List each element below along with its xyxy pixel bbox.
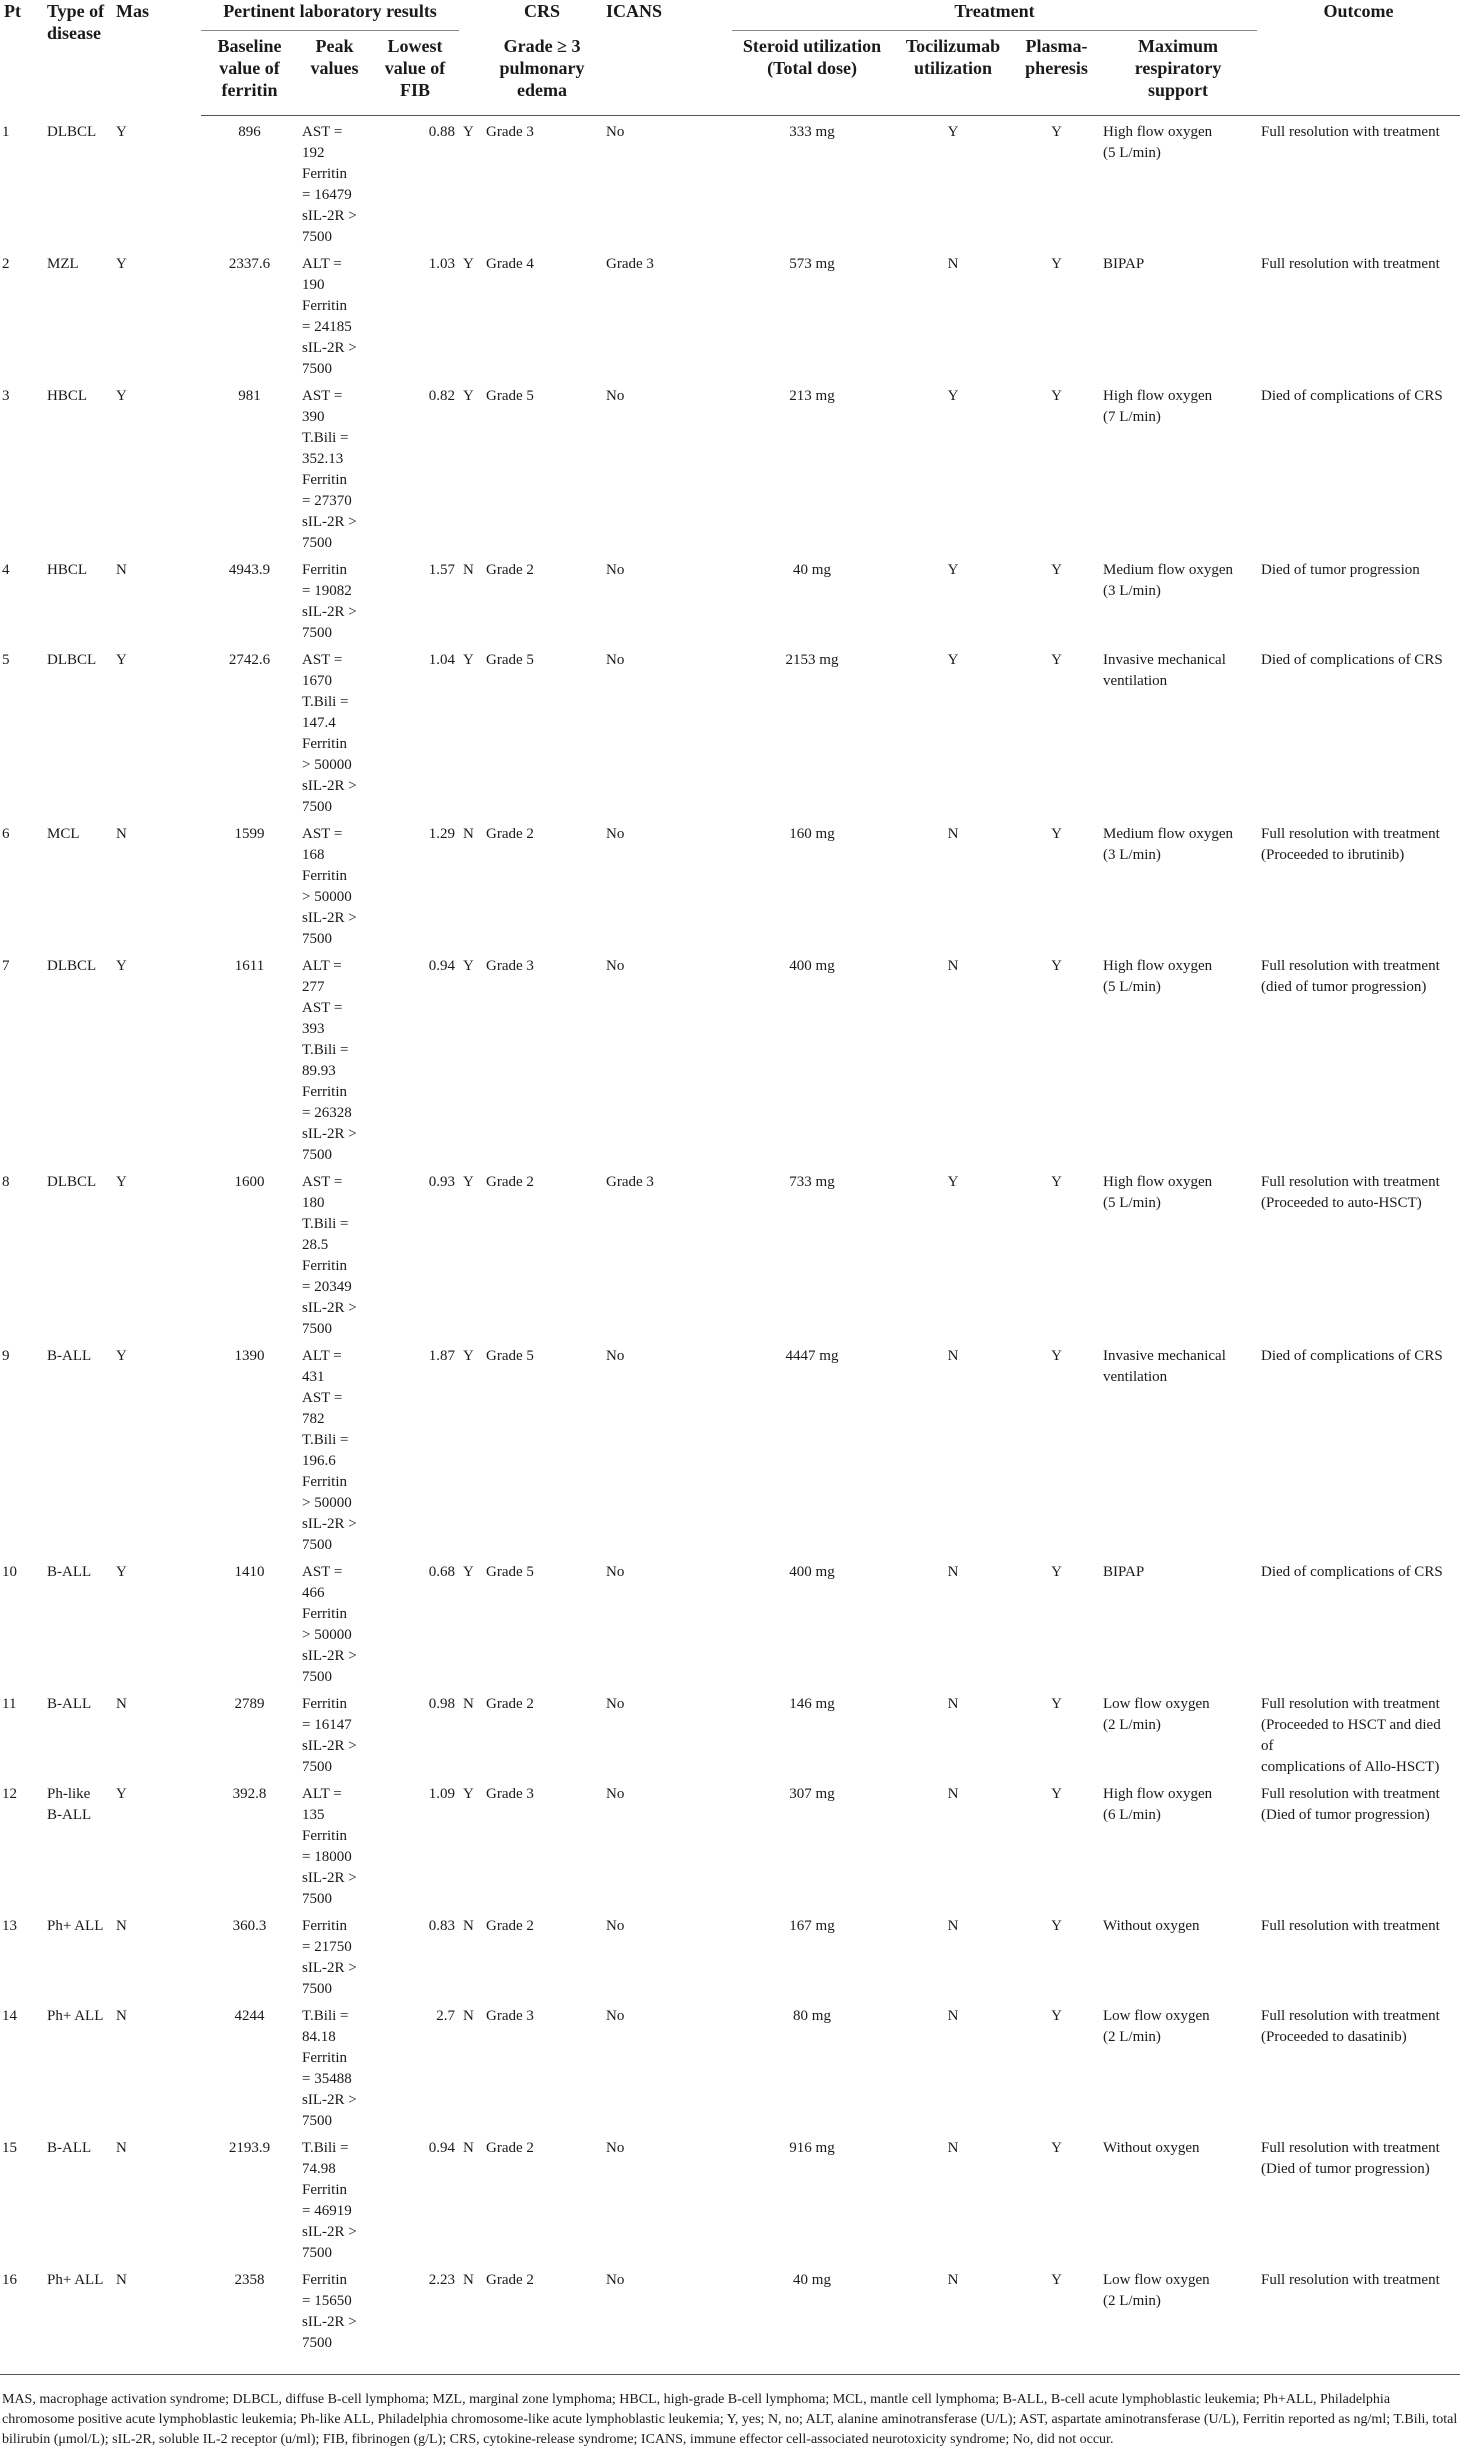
cell-plasma: Y bbox=[1051, 958, 1062, 974]
table-row bbox=[0, 1778, 1460, 1910]
cell-resp: Invasive mechanical ventilation bbox=[1103, 1348, 1226, 1385]
cell-outcome: Full resolution with treatment (Proceeded to auto-HSCT) bbox=[1261, 1174, 1440, 1211]
cell-edema: Y bbox=[463, 256, 474, 272]
cell-resp: Without oxygen bbox=[1103, 2140, 1200, 2156]
cell-outcome: Full resolution with treatment bbox=[1261, 124, 1440, 140]
cell-crs: Grade 5 bbox=[486, 1348, 534, 1364]
cell-crs: Grade 3 bbox=[486, 958, 534, 974]
header-pt: Pt bbox=[4, 1, 21, 21]
header-type: Type of disease bbox=[47, 1, 105, 43]
cell-outcome: Full resolution with treatment (Proceeded to ibrutinib) bbox=[1261, 826, 1440, 863]
cell-edema: Y bbox=[463, 388, 474, 404]
cell-lowest: 1.04 bbox=[428, 652, 456, 668]
cell-icans: No bbox=[606, 1786, 625, 1802]
table-row bbox=[0, 644, 1460, 818]
cell-toci: N bbox=[947, 826, 959, 842]
cell-pt: 12 bbox=[2, 1786, 17, 1802]
table-row bbox=[0, 554, 1460, 644]
cell-mas: Y bbox=[116, 1564, 127, 1580]
cell-mas: N bbox=[116, 2140, 127, 2156]
cell-plasma: Y bbox=[1051, 124, 1062, 140]
cell-plasma: Y bbox=[1051, 652, 1062, 668]
header-crs: CRS bbox=[524, 1, 561, 21]
cell-lowest: 1.87 bbox=[428, 1348, 456, 1364]
cell-type: HBCL bbox=[47, 388, 88, 404]
cell-peak: AST = 192 Ferritin = 16479 sIL-2R > 7500 bbox=[302, 124, 357, 245]
cell-crs: Grade 2 bbox=[486, 826, 534, 842]
cell-plasma: Y bbox=[1051, 388, 1062, 404]
cell-baseline: 2789 bbox=[234, 1696, 265, 1712]
cell-lowest: 1.03 bbox=[428, 256, 456, 272]
cell-plasma: Y bbox=[1051, 2008, 1062, 2024]
cell-mas: N bbox=[116, 562, 127, 578]
cell-baseline: 2742.6 bbox=[228, 652, 271, 668]
cell-lowest: 0.98 bbox=[428, 1696, 456, 1712]
cell-baseline: 896 bbox=[238, 124, 261, 140]
cell-outcome: Full resolution with treatment bbox=[1261, 2272, 1440, 2288]
cell-type: B-ALL bbox=[47, 2140, 92, 2156]
cell-type: Ph+ ALL bbox=[47, 2272, 104, 2288]
cell-baseline: 2193.9 bbox=[228, 2140, 271, 2156]
cell-pt: 14 bbox=[2, 2008, 17, 2024]
cell-steroid: 160 mg bbox=[789, 826, 835, 842]
cell-toci: N bbox=[947, 1348, 959, 1364]
cell-lowest: 0.83 bbox=[428, 1918, 456, 1934]
cell-plasma: Y bbox=[1051, 1786, 1062, 1802]
cell-mas: Y bbox=[116, 123, 127, 140]
cell-peak: ALT = 135 Ferritin = 18000 sIL-2R > 7500 bbox=[302, 1786, 357, 1907]
cell-plasma: Y bbox=[1051, 2140, 1062, 2156]
cell-toci: N bbox=[947, 1564, 959, 1580]
cell-resp: Invasive mechanical ventilation bbox=[1103, 652, 1226, 689]
cell-steroid: 2153 mg bbox=[785, 652, 839, 668]
cell-crs: Grade 5 bbox=[486, 388, 534, 404]
cell-outcome: Full resolution with treatment (Proceeded to dasatinib) bbox=[1261, 2008, 1440, 2045]
cell-peak: ALT = 431 AST = 782 T.Bili = 196.6 Ferritin > 50000 sIL-2R > 7500 bbox=[302, 1348, 357, 1553]
cell-type: B-ALL bbox=[47, 1564, 92, 1580]
cell-crs: Grade 2 bbox=[486, 1696, 534, 1712]
cell-pt: 4 bbox=[2, 562, 10, 578]
cell-plasma: Y bbox=[1051, 2272, 1062, 2288]
cell-steroid: 213 mg bbox=[789, 388, 835, 404]
cell-baseline: 360.3 bbox=[232, 1918, 267, 1934]
cell-plasma: Y bbox=[1051, 1918, 1062, 1934]
cell-steroid: 40 mg bbox=[793, 2272, 831, 2288]
cell-icans: No bbox=[606, 2272, 625, 2288]
cell-outcome: Full resolution with treatment bbox=[1261, 1918, 1440, 1934]
cell-toci: Y bbox=[947, 1174, 959, 1190]
cell-pt: 6 bbox=[2, 826, 10, 842]
cell-type: DLBCL bbox=[47, 958, 97, 974]
cell-toci: N bbox=[947, 958, 959, 974]
cell-toci: Y bbox=[947, 562, 959, 578]
cell-baseline: 1611 bbox=[234, 958, 265, 974]
cell-type: MZL bbox=[47, 256, 79, 272]
cell-pt: 10 bbox=[2, 1564, 17, 1580]
cell-type: Ph+ ALL bbox=[47, 1918, 104, 1934]
cell-mas: Y bbox=[116, 1174, 127, 1190]
cell-lowest: 0.68 bbox=[428, 1564, 456, 1580]
cell-crs: Grade 5 bbox=[486, 652, 534, 668]
cell-baseline: 4943.9 bbox=[228, 562, 271, 578]
header-outcome: Outcome bbox=[1323, 1, 1394, 21]
cell-edema: N bbox=[463, 1918, 474, 1934]
cell-toci: N bbox=[947, 1786, 959, 1802]
cell-outcome: Died of complications of CRS bbox=[1261, 388, 1443, 404]
cell-baseline: 2358 bbox=[234, 2272, 265, 2288]
cell-plasma: Y bbox=[1051, 562, 1062, 578]
header-resp: Maximum respiratory support bbox=[1099, 31, 1257, 116]
cell-lowest: 0.94 bbox=[428, 958, 456, 974]
cell-peak: AST = 466 Ferritin > 50000 sIL-2R > 7500 bbox=[302, 1564, 357, 1685]
cell-crs: Grade 2 bbox=[486, 1918, 534, 1934]
cell-icans: No bbox=[606, 652, 625, 668]
cell-edema: Y bbox=[463, 124, 474, 140]
cell-resp: BIPAP bbox=[1103, 256, 1145, 272]
cell-plasma: Y bbox=[1051, 826, 1062, 842]
cell-mas: N bbox=[116, 2008, 127, 2024]
cell-lowest: 0.93 bbox=[428, 1174, 456, 1190]
header-icans: ICANS bbox=[606, 1, 663, 21]
cell-resp: Low flow oxygen (2 L/min) bbox=[1103, 2272, 1210, 2309]
cell-baseline: 1410 bbox=[234, 1564, 265, 1580]
cell-lowest: 1.09 bbox=[428, 1786, 456, 1802]
header-crs-sub: Grade ≥ 3 pulmonary edema bbox=[482, 31, 602, 116]
cell-type: B-ALL bbox=[47, 1696, 92, 1712]
table-row bbox=[0, 2000, 1460, 2132]
cell-steroid: 573 mg bbox=[789, 256, 835, 272]
cell-steroid: 167 mg bbox=[789, 1918, 835, 1934]
cell-icans: Grade 3 bbox=[606, 256, 654, 272]
cell-mas: Y bbox=[116, 652, 127, 668]
cell-peak: ALT = 190 Ferritin = 24185 sIL-2R > 7500 bbox=[302, 256, 357, 377]
cell-peak: Ferritin = 19082 sIL-2R > 7500 bbox=[302, 562, 357, 641]
cell-mas: Y bbox=[116, 256, 127, 272]
cell-edema: N bbox=[463, 2272, 474, 2288]
cell-toci: Y bbox=[947, 124, 959, 140]
cell-steroid: 307 mg bbox=[789, 1786, 835, 1802]
cell-icans: Grade 3 bbox=[606, 1174, 654, 1190]
header-baseline: Baseline value of ferritin bbox=[201, 31, 298, 116]
cell-toci: N bbox=[947, 2140, 959, 2156]
cell-lowest: 2.23 bbox=[428, 2272, 456, 2288]
cell-crs: Grade 3 bbox=[486, 1786, 534, 1802]
cell-peak: Ferritin = 21750 sIL-2R > 7500 bbox=[302, 1918, 357, 1997]
cell-outcome: Full resolution with treatment bbox=[1261, 256, 1440, 272]
cell-mas: Y bbox=[116, 1786, 127, 1802]
cell-lowest: 2.7 bbox=[436, 2008, 456, 2024]
cell-crs: Grade 3 bbox=[486, 124, 534, 140]
table-row bbox=[0, 1910, 1460, 2000]
cell-baseline: 4244 bbox=[234, 2008, 265, 2024]
cell-crs: Grade 3 bbox=[486, 2008, 534, 2024]
cell-plasma: Y bbox=[1051, 1696, 1062, 1712]
header-plasma: Plasma- pheresis bbox=[1014, 31, 1099, 116]
table-row bbox=[0, 1166, 1460, 1340]
table-row bbox=[0, 1556, 1460, 1688]
cell-type: DLBCL bbox=[47, 1174, 97, 1190]
cell-edema: Y bbox=[463, 1348, 474, 1364]
header-steroid: Steroid utilization (Total dose) bbox=[732, 31, 892, 116]
table-row bbox=[0, 116, 1460, 249]
cell-type: HBCL bbox=[47, 562, 88, 578]
cell-steroid: 333 mg bbox=[789, 124, 835, 140]
cell-lowest: 0.82 bbox=[428, 388, 456, 404]
cell-peak: AST = 1670 T.Bili = 147.4 Ferritin > 50000 sIL-2R > 7500 bbox=[302, 652, 357, 815]
cell-edema: N bbox=[463, 2008, 474, 2024]
cell-outcome: Died of complications of CRS bbox=[1261, 652, 1443, 668]
cell-edema: N bbox=[463, 1696, 474, 1712]
cell-baseline: 1390 bbox=[234, 1348, 265, 1364]
table-row bbox=[0, 2264, 1460, 2375]
cell-type: Ph+ ALL bbox=[47, 2008, 104, 2024]
cell-mas: Y bbox=[116, 1348, 127, 1364]
cell-lowest: 1.29 bbox=[428, 826, 456, 842]
cell-mas: N bbox=[116, 1696, 127, 1712]
cell-resp: Low flow oxygen (2 L/min) bbox=[1103, 2008, 1210, 2045]
header-mas: Mas bbox=[116, 1, 149, 21]
cell-outcome: Full resolution with treatment (Proceeded to HSCT and died of complications of Allo-HSCT) bbox=[1261, 1696, 1441, 1775]
cell-icans: No bbox=[606, 562, 625, 578]
cell-crs: Grade 2 bbox=[486, 2272, 534, 2288]
cell-edema: N bbox=[463, 2140, 474, 2156]
cell-toci: N bbox=[947, 2272, 959, 2288]
cell-baseline: 392.8 bbox=[232, 1786, 267, 1802]
table-row bbox=[0, 1340, 1460, 1556]
cell-type: DLBCL bbox=[47, 123, 97, 140]
cell-resp: High flow oxygen (5 L/min) bbox=[1103, 1174, 1213, 1211]
cell-icans: No bbox=[606, 1564, 625, 1580]
cell-resp: High flow oxygen (5 L/min) bbox=[1103, 124, 1213, 161]
cell-peak: T.Bili = 74.98 Ferritin = 46919 sIL-2R > 7500 bbox=[302, 2140, 357, 2261]
table-row bbox=[0, 1688, 1460, 1778]
table-row bbox=[0, 2132, 1460, 2264]
cell-baseline: 1600 bbox=[234, 1174, 265, 1190]
cell-mas: N bbox=[116, 1918, 127, 1934]
cell-baseline: 1599 bbox=[234, 826, 265, 842]
cell-pt: 2 bbox=[2, 256, 10, 272]
cell-resp: Without oxygen bbox=[1103, 1918, 1200, 1934]
cell-type: Ph-like B-ALL bbox=[47, 1786, 92, 1823]
cell-mas: N bbox=[116, 2272, 127, 2288]
cell-icans: No bbox=[606, 388, 625, 404]
cell-edema: Y bbox=[463, 1174, 474, 1190]
cell-steroid: 916 mg bbox=[789, 2140, 835, 2156]
cell-edema: Y bbox=[463, 1564, 474, 1580]
cell-icans: No bbox=[606, 2008, 625, 2024]
header-peak: Peak values bbox=[298, 31, 371, 116]
cell-toci: N bbox=[947, 256, 959, 272]
cell-icans: No bbox=[606, 1918, 625, 1934]
cell-peak: AST = 180 T.Bili = 28.5 Ferritin = 20349 sIL-2R > 7500 bbox=[302, 1174, 357, 1337]
cell-resp: High flow oxygen (6 L/min) bbox=[1103, 1786, 1213, 1823]
cell-resp: Low flow oxygen (2 L/min) bbox=[1103, 1696, 1210, 1733]
cell-steroid: 400 mg bbox=[789, 1564, 835, 1580]
cell-steroid: 80 mg bbox=[793, 2008, 831, 2024]
cell-pt: 7 bbox=[2, 958, 10, 974]
cell-peak: ALT = 277 AST = 393 T.Bili = 89.93 Ferritin = 26328 sIL-2R > 7500 bbox=[302, 958, 357, 1163]
cell-edema: Y bbox=[463, 1786, 474, 1802]
cell-crs: Grade 5 bbox=[486, 1564, 534, 1580]
cell-toci: N bbox=[947, 1696, 959, 1712]
cell-baseline: 2337.6 bbox=[228, 256, 271, 272]
cell-crs: Grade 2 bbox=[486, 562, 534, 578]
cell-icans: No bbox=[606, 124, 625, 140]
cell-plasma: Y bbox=[1051, 1564, 1062, 1580]
cell-steroid: 733 mg bbox=[789, 1174, 835, 1190]
cell-type: MCL bbox=[47, 826, 80, 842]
cell-pt: 16 bbox=[2, 2272, 17, 2288]
header-lab-group: Pertinent laboratory results bbox=[201, 0, 459, 31]
header-toci: Tocilizumab utilization bbox=[892, 31, 1014, 116]
cell-pt: 5 bbox=[2, 652, 10, 668]
cell-plasma: Y bbox=[1051, 256, 1062, 272]
cell-plasma: Y bbox=[1051, 1174, 1062, 1190]
cell-outcome: Died of tumor progression bbox=[1261, 562, 1420, 578]
cell-pt: 15 bbox=[2, 2140, 17, 2156]
cell-edema: Y bbox=[463, 652, 474, 668]
cell-type: DLBCL bbox=[47, 652, 97, 668]
cell-steroid: 4447 mg bbox=[785, 1348, 839, 1364]
cell-toci: Y bbox=[947, 388, 959, 404]
cell-resp: BIPAP bbox=[1103, 1564, 1145, 1580]
cell-icans: No bbox=[606, 826, 625, 842]
cell-steroid: 146 mg bbox=[789, 1696, 835, 1712]
cell-peak: Ferritin = 15650 sIL-2R > 7500 bbox=[302, 2272, 357, 2351]
table-row bbox=[0, 818, 1460, 950]
cell-edema: N bbox=[463, 562, 474, 578]
cell-pt: 8 bbox=[2, 1174, 10, 1190]
cell-lowest: 0.88 bbox=[428, 124, 456, 140]
cell-pt: 3 bbox=[2, 388, 10, 404]
cell-outcome: Died of complications of CRS bbox=[1261, 1564, 1443, 1580]
cell-resp: High flow oxygen (7 L/min) bbox=[1103, 388, 1213, 425]
cell-outcome: Full resolution with treatment (Died of tumor progression) bbox=[1261, 2140, 1440, 2177]
cell-crs: Grade 4 bbox=[486, 256, 534, 272]
cell-pt: 13 bbox=[2, 1918, 17, 1934]
cell-icans: No bbox=[606, 1696, 625, 1712]
cell-icans: No bbox=[606, 958, 625, 974]
cell-mas: N bbox=[116, 826, 127, 842]
cell-type: B-ALL bbox=[47, 1348, 92, 1364]
cell-edema: Y bbox=[463, 958, 474, 974]
cell-toci: N bbox=[947, 2008, 959, 2024]
cell-icans: No bbox=[606, 2140, 625, 2156]
cell-lowest: 0.94 bbox=[428, 2140, 456, 2156]
cell-peak: AST = 390 T.Bili = 352.13 Ferritin = 27370 sIL-2R > 7500 bbox=[302, 388, 357, 551]
cell-edema: N bbox=[463, 826, 474, 842]
table-body bbox=[0, 116, 1460, 2375]
header-lowest: Lowest value of FIB bbox=[371, 31, 459, 116]
table-row bbox=[0, 950, 1460, 1166]
cell-peak: AST = 168 Ferritin > 50000 sIL-2R > 7500 bbox=[302, 826, 357, 947]
cell-baseline: 981 bbox=[238, 388, 261, 404]
table-row bbox=[0, 248, 1460, 380]
cell-outcome: Died of complications of CRS bbox=[1261, 1348, 1443, 1364]
cell-crs: Grade 2 bbox=[486, 1174, 534, 1190]
table-footnote: MAS, macrophage activation syndrome; DLBCL, diffuse B-cell lymphoma; MZL, marginal zone lymphoma; HBCL, high-grade B-cell lymphoma; MCL, mantle cell lymphoma; B-ALL, B-cell acute lymphoblastic leukemia; Ph+ALL, Philadelphia chromosome positive acute lymphoblastic leukemia; Ph-like ALL, Philadelphia chromosome-like acute lymphoblastic leukemia; Y, yes; N, no; ALT, alanine aminotransferase (U/L); AST, aspartate aminotransferase (U/L), Ferritin reported as ng/ml; T.Bili, total bilirubin (μmol/L); sIL-2R, soluble IL-2 receptor (u/ml); FIB, fibrinogen (g/L); CRS, cytokine-release syndrome; ICANS, immune effector cell-associated neurotoxicity syndrome; No, did not occur. bbox=[2, 2392, 1458, 2447]
cell-mas: Y bbox=[116, 388, 127, 404]
cell-lowest: 1.57 bbox=[428, 562, 456, 578]
cell-crs: Grade 2 bbox=[486, 2140, 534, 2156]
cell-outcome: Full resolution with treatment (died of tumor progression) bbox=[1261, 958, 1440, 995]
cell-outcome: Full resolution with treatment (Died of tumor progression) bbox=[1261, 1786, 1440, 1823]
cell-plasma: Y bbox=[1051, 1348, 1062, 1364]
cell-peak: Ferritin = 16147 sIL-2R > 7500 bbox=[302, 1696, 357, 1775]
cell-steroid: 400 mg bbox=[789, 958, 835, 974]
cell-pt: 1 bbox=[2, 123, 10, 140]
cell-steroid: 40 mg bbox=[793, 562, 831, 578]
cell-mas: Y bbox=[116, 958, 127, 974]
cell-resp: Medium flow oxygen (3 L/min) bbox=[1103, 562, 1233, 599]
cell-toci: Y bbox=[947, 652, 959, 668]
cell-peak: T.Bili = 84.18 Ferritin = 35488 sIL-2R > 7500 bbox=[302, 2008, 357, 2129]
table-row bbox=[0, 380, 1460, 554]
cell-resp: High flow oxygen (5 L/min) bbox=[1103, 958, 1213, 995]
cell-resp: Medium flow oxygen (3 L/min) bbox=[1103, 826, 1233, 863]
cell-pt: 11 bbox=[2, 1696, 17, 1712]
cell-toci: N bbox=[947, 1918, 959, 1934]
cell-pt: 9 bbox=[2, 1348, 10, 1364]
cell-icans: No bbox=[606, 1348, 625, 1364]
header-treatment-group: Treatment bbox=[732, 0, 1257, 31]
